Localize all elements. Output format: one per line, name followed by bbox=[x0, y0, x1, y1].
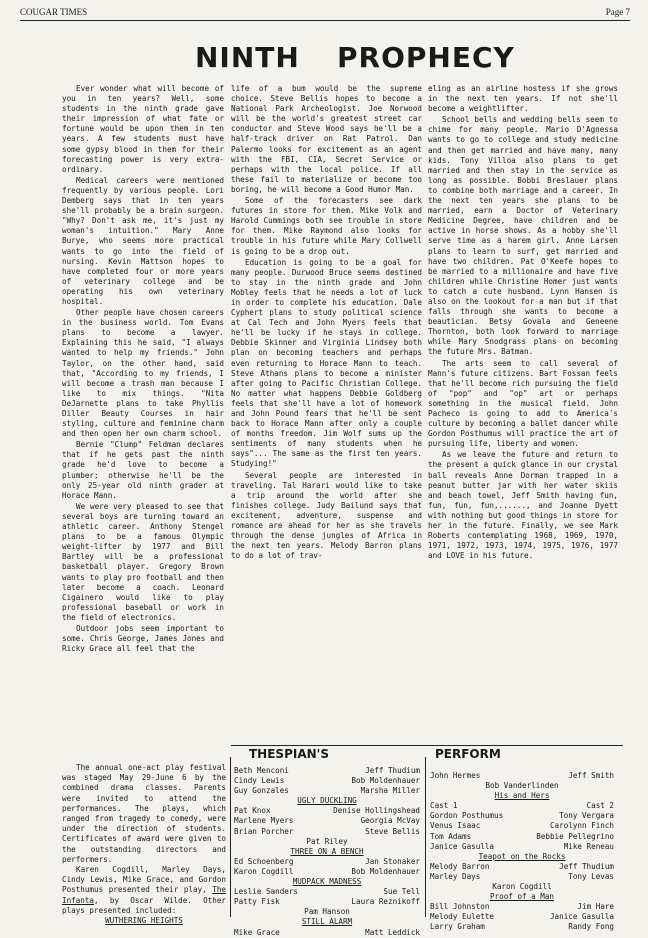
cast-row bbox=[234, 806, 420, 816]
cast-name: Bob Moldenhauer bbox=[351, 866, 420, 876]
cast-name: Mike Reneau bbox=[563, 841, 614, 851]
cast-row bbox=[234, 897, 420, 907]
paragraph: The arts seem to call several of Mann's future citizens. Bart Fossan feels that he'll become rich pursuing the field of "pop" and "op" art or perhaps something in the musical field. John Pacheco is going to add to America's culture by becoming a ballet dancer while Gordon Posthumus will practice the art of pursuing life, liberty and women. bbox=[428, 358, 618, 449]
cast-name: Melody Barron bbox=[430, 861, 490, 871]
article-column-2 bbox=[231, 84, 422, 742]
cast-heading-text: Bob Vanderlinden bbox=[485, 781, 559, 791]
cast-list-1 bbox=[234, 766, 420, 938]
cast-row bbox=[234, 827, 420, 837]
cast-heading bbox=[234, 796, 420, 806]
cast-row bbox=[430, 902, 614, 912]
section-headline-word-1: THESPIAN'S bbox=[249, 747, 329, 761]
cast-row bbox=[234, 776, 420, 786]
page-number: Page 7 bbox=[605, 7, 630, 17]
cast-heading bbox=[234, 907, 420, 917]
cast-heading-text: Teapot on the Rocks bbox=[478, 851, 566, 861]
cast-name: Bebbie Pellegrino bbox=[536, 831, 614, 841]
cast-name: Larry Graham bbox=[430, 922, 485, 932]
headline-word-1: NINTH bbox=[195, 41, 300, 74]
cast-name: Janice Gasulla bbox=[430, 841, 495, 851]
cast-heading bbox=[430, 892, 614, 902]
headline bbox=[195, 41, 515, 75]
cast-name: Marley Days bbox=[430, 871, 481, 881]
cast-name: Beth Menconi bbox=[234, 766, 289, 775]
cast-row bbox=[234, 766, 420, 776]
paragraph: eling as an airline hostess if she grows in the next ten years. If not she'll become a weightlifter. bbox=[428, 84, 618, 114]
cast-row bbox=[430, 872, 614, 882]
cast-heading bbox=[430, 852, 614, 862]
cast-name: Ed Schoenberg bbox=[234, 856, 294, 866]
paragraph: Medical careers were mentioned frequently by various people. Lori Demberg says that in ten years she'll probably be a brain surgeon. "Why? Don't ask me, it's just my woman's intuition." Mary Anne Burye, who seems more practical wants to go into the field of nursing. Kevin Mattson hopes to have completed four or more years of veterinary college and be operating his own veterinary hospital. bbox=[62, 175, 224, 306]
cast-heading bbox=[430, 882, 614, 892]
cast-name: Bill Johnston bbox=[430, 902, 490, 912]
publication-name: COUGAR TIMES bbox=[20, 7, 88, 17]
section-divider bbox=[231, 745, 623, 746]
cast-heading bbox=[430, 781, 614, 791]
cast-name: Sue Tell bbox=[383, 887, 420, 897]
cast-row bbox=[234, 857, 420, 867]
cast-name: Leslie Sanders bbox=[234, 887, 299, 897]
cast-name: Laura Reznikoff bbox=[351, 897, 420, 907]
cast-heading-text: STILL ALARM bbox=[301, 917, 353, 927]
cast-name: Jeff Thudium bbox=[559, 861, 614, 871]
play-title: WUTHERING HEIGHTS bbox=[105, 916, 183, 926]
article-column-1 bbox=[62, 84, 224, 732]
cast-name: Brian Porcher bbox=[234, 826, 294, 836]
cast-row bbox=[430, 922, 614, 932]
cast-name: Marlene Myers bbox=[234, 816, 294, 826]
cast-list-2 bbox=[430, 771, 614, 933]
cast-heading-text: Proof of a Man bbox=[489, 892, 554, 902]
cast-row bbox=[430, 811, 614, 821]
cast-name: Jeff Thudium bbox=[365, 766, 420, 775]
paragraph: Several people are interested in traveling. Tal Harari would like to take a trip around the world after she finishes college. Judy Bailund says that excitement, adventure, suspense and romance are ahead for her as she travels through the dense jungles of Africa in the next ten years. Melody Barron plans to do a lot of trav- bbox=[231, 470, 422, 561]
cast-name: Carolynn Finch bbox=[549, 821, 614, 831]
cast-name: Tom Adams bbox=[430, 831, 472, 841]
cast-row bbox=[234, 786, 420, 796]
cast-name: Bob Moldenhauer bbox=[351, 776, 420, 786]
cast-name: Steve Bellis bbox=[365, 826, 420, 836]
cast-name: Randy Fong bbox=[568, 922, 614, 932]
cast-row bbox=[234, 867, 420, 877]
cast-name: Tony Levas bbox=[568, 871, 614, 881]
paragraph: School bells and wedding bells seem to chime for many people. Mario D'Agnessa wants to go to college and study medicine and then get married and have many, many kids. Tony Villoa also plans to get married and then stay in the service as long as possible. Bobbi Breslauer plans to combine both marriage and a career. In the next ten years she plans to be married, earn a Doctor of Veterinary Medicine Degree, have children and be active in horse shows. As a hobby she'll serve time as a harem girl. Anne Larsen plans to learn to surf, get married and have two children. Pat O'Keefe hopes to be married to a millionaire and have five children while Christine Homer just wants to catch a cute husband. Lynn Hansen is also on the lookout for a man but if that falls through she wants to become a beautician. Betsy Govala and Geneene Thornton, both look forward to marriage while Mary Snodgrass plans on becoming the future Mrs. Batman. bbox=[428, 115, 618, 357]
cast-heading-text: MUDPACK MADNESS bbox=[292, 877, 362, 887]
cast-name: Mike Grace bbox=[234, 927, 280, 937]
paragraph: life of a bum would be the supreme choice. Steve Bellis hopes to become a National Park Archeologist. Joe Norwood will be the world's greatest street car conductor and Steve Wood says he'll be a half-track driver on Rat Patrol. Dan Palermo looks for excitement as an agent with the FBI, CIA, Secret Service or perhaps with the local police. If all these fail to materialize or become too boring, he will become a Good Humor Man. bbox=[231, 84, 422, 194]
paragraph: As we leave the future and return to the present a quick glance in our crystal ball reveals Anne Dorman trapped in a peanut butter jar with her water skiis and beach towel, Jeff Smith having fun, fun, fun, fun,......, and Joanne Dyett with nothing but good things in store for her in the future. Finally, we see Mark Roberts contemplating 1968, 1969, 1970, 1971, 1972, 1973, 1974, 1975, 1976, 1977 and LOVE in his future. bbox=[428, 450, 618, 561]
cast-heading-text: THREE ON A BENCH bbox=[290, 846, 364, 856]
paragraph: Other people have chosen careers in the business world. Tom Evans plans to become a lawyer. Explaining this he said, "I always wanted to help my friends." John Taylor, on the other hand, said that, "According to my friends, I will become a trash man because I like to mix things. "Nita DeJarnette plans to take Phyllis Diller Beauty Courses in hair styling, culture and feminine charm and then open her own charm school. bbox=[62, 308, 224, 439]
paragraph: Karen Cogdill, Marley Days, Cindy Lewis, Mike Grace, and Gordon Posthumus presented their play, The Infanta, by Oscar Wilde. Other plays presented included: bbox=[62, 865, 226, 915]
cast-name: Pat Knox bbox=[234, 806, 271, 816]
column-divider bbox=[230, 757, 231, 917]
cast-name: Tony Vergara bbox=[559, 811, 614, 821]
cast-row bbox=[430, 862, 614, 872]
paragraph: Some of the forecasters see dark futures in store for them. Mike Volk and Harold Cummings both see trouble in store for them. Mike Raymond also looks for trouble in his future while Mary Collwell is going to be a drop out. bbox=[231, 196, 422, 256]
cast-name: Denise Hollingshead bbox=[333, 806, 420, 816]
cast-row bbox=[430, 842, 614, 852]
paragraph: Education is going to be a goal for many people. Durwood Bruce seems destined to stay in the ninth grade and John Mobley feels that he needs a lot of luck in order to complete his education. Dale Cyphert plans to study political science at Cal Tech and John Myers feels that he'll be lucky if he stays in college. Debbie Skinner and Virginia Lindsey both plan on becoming teachers and perhaps even returning to Horace Mann to teach. Steve Athans plans to become a minister after going to Pacific Christian College. No matter what happens Debbie Goldberg feels that she'll have a lot of homework and John Pound fears that he'll be sent back to Horace Mann after only a couple of months freedom. Jim Wolf sums up the sentiments of many students when he says"... The same as the first ten years. Studying!" bbox=[231, 257, 422, 469]
cast-name: Cast 2 bbox=[586, 801, 614, 811]
paragraph: The annual one-act play festival was staged May 29-June 6 by the combined drama classes. Parents were invited to attend the performances. The plays, which ranged from tragedy to comedy, were under the direction of students. Certificates of award were given to the outstanding directors and performers. bbox=[62, 763, 226, 864]
cast-heading bbox=[234, 837, 420, 847]
cast-row bbox=[430, 821, 614, 831]
headline-word-2: PROPHECY bbox=[337, 41, 515, 74]
section-headline-word-2: PERFORM bbox=[435, 747, 501, 761]
cast-name: Jeff Smith bbox=[568, 771, 614, 780]
cast-name: Cast 1 bbox=[430, 801, 458, 811]
cast-row bbox=[234, 816, 420, 826]
paragraph: We were very pleased to see that several boys are turning toward an athletic career. Anthony Stengel plans to be a famous Olympic weight-lifter by 1977 and Bill Bartley will be a professional basketball player. Gregory Brown wants to play pro football and then later become a coach. Leonard Cigainero would like to play professional baseball or work in the field of electronics. bbox=[62, 501, 224, 622]
cast-name: Janice Gasulla bbox=[549, 912, 614, 922]
cast-name: John Hermes bbox=[430, 771, 481, 780]
cast-name: Jim Hare bbox=[577, 902, 614, 912]
paragraph: Bernie "Clump" Feldman declares that if he gets past the ninth grade he'd love to become a plumber; otherwise he'll be the only 25-year old ninth grader at Horace Mann. bbox=[62, 440, 224, 500]
cast-heading-text: Karon Cogdill bbox=[492, 882, 552, 892]
cast-row bbox=[430, 832, 614, 842]
paragraph: Ever wonder what will become of you in ten years? Well, some students in the ninth grade gave their impression of what fate or fortune would be upon them in ten years. A few students must have some gypsy blood in them for their forecasting power is very extra-ordinary. bbox=[62, 84, 224, 174]
article-column-3 bbox=[428, 84, 618, 742]
paragraph: Outdoor jobs seem important to some. Chris George, James Jones and Ricky Grace all feel that the bbox=[62, 623, 224, 654]
column-divider bbox=[425, 757, 426, 917]
cast-heading bbox=[430, 791, 614, 801]
cast-heading-text: His and Hers bbox=[494, 791, 550, 801]
cast-row bbox=[430, 771, 614, 781]
cast-name: Guy Gonzales bbox=[234, 786, 289, 796]
cast-row bbox=[234, 887, 420, 897]
cast-name: Melody Eulette bbox=[430, 912, 495, 922]
cast-name: Marsha Miller bbox=[360, 786, 420, 796]
cast-heading bbox=[234, 847, 420, 857]
cast-row bbox=[234, 928, 420, 938]
cast-heading-text: UGLY DUCKLING bbox=[297, 796, 357, 806]
cast-name: Matt Leddick bbox=[365, 927, 420, 937]
running-header bbox=[20, 6, 630, 21]
cast-row bbox=[430, 801, 614, 811]
cast-name: Venus Isaac bbox=[430, 821, 481, 831]
cast-name: Georgia McVay bbox=[360, 816, 420, 826]
cast-name: Cindy Lewis bbox=[234, 776, 285, 786]
cast-name: Gordon Posthumus bbox=[430, 811, 504, 821]
section-headline bbox=[231, 747, 501, 761]
cast-heading-text: Pam Hanson bbox=[304, 907, 350, 917]
cast-heading-text: Pat Riley bbox=[306, 836, 348, 846]
cast-name: Karon Cogdill bbox=[234, 866, 294, 876]
cast-row bbox=[430, 912, 614, 922]
drama-story bbox=[62, 763, 226, 926]
cast-name: Patty Fisk bbox=[234, 897, 280, 907]
cast-name: Jan Stonaker bbox=[365, 856, 420, 866]
cast-heading bbox=[234, 877, 420, 887]
